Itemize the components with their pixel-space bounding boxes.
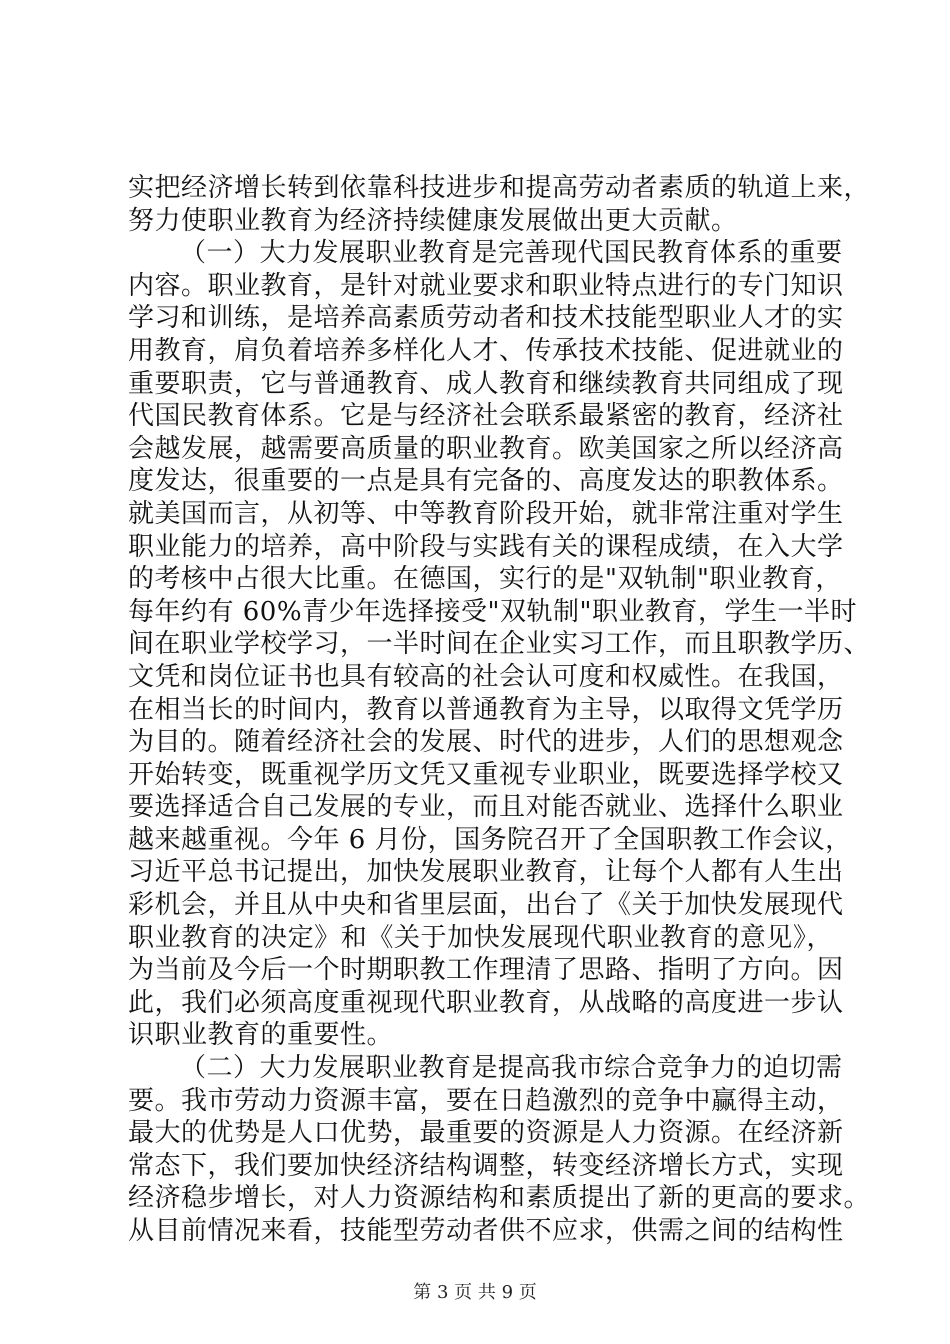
page-footer: 第 3 页 共 9 页 [413,1282,537,1303]
text-line: 要。我市劳动力资源丰富，要在日趋激烈的竞争中赢得主动， [128,1085,844,1116]
text-line: 在相当长的时间内，教育以普通教育为主导，以取得文凭学历 [128,694,844,725]
text-line: 此，我们必须高度重视现代职业教育，从战略的高度进一步认 [128,987,844,1018]
text-line: 度发达，很重要的一点是具有完备的、高度发达的职教体系。 [128,466,844,497]
text-line: 用教育，肩负着培养多样化人才、传承技术技能、促进就业的 [128,335,844,366]
text-line: 代国民教育体系。它是与经济社会联系最紧密的教育，经济社 [128,401,844,432]
text-line: 为目的。随着经济社会的发展、时代的进步，人们的思想观念 [128,727,844,758]
text-line: 实把经济增长转到依靠科技进步和提高劳动者素质的轨道上来， [128,173,871,203]
text-line: 彩机会，并且从中央和省里层面，出台了《关于加快发展现代 [128,890,844,921]
text-line: 常态下，我们要加快经济结构调整，转变经济增长方式，实现 [128,1150,844,1181]
text-line: 内容。职业教育，是针对就业要求和职业特点进行的专门知识 [128,270,844,301]
text-line: （一）大力发展职业教育是完善现代国民教育体系的重要 [180,238,843,269]
text-line: 文凭和岗位证书也具有较高的社会认可度和权威性。在我国， [128,661,844,692]
text-line: 就美国而言，从初等、中等教育阶段开始，就非常注重对学生 [128,498,844,529]
text-line: 学习和训练，是培养高素质劳动者和技术技能型职业人才的实 [128,303,844,334]
document-body [128,172,871,1248]
text-line: 职业能力的培养，高中阶段与实践有关的课程成绩，在入大学 [128,531,844,562]
text-line: 越来越重视。今年 6 月份，国务院召开了全国职教工作会议， [128,824,852,855]
text-line: 职业教育的决定》和《关于加快发展现代职业教育的意见》， [128,922,833,953]
text-line: 最大的优势是人口优势，最重要的资源是人力资源。在经济新 [128,1118,844,1149]
text-line: 每年约有 60%青少年选择接受"双轨制"职业教育，学生一半时 [128,596,857,627]
text-line: 经济稳步增长，对人力资源结构和素质提出了新的更高的要求。 [128,1183,871,1214]
text-line: 间在职业学校学习，一半时间在企业实习工作，而且职教学历、 [128,629,871,660]
text-line: 习近平总书记提出，加快发展职业教育，让每个人都有人生出 [128,857,844,888]
text-line: 要选择适合自己发展的专业，而且对能否就业、选择什么职业 [128,792,844,823]
text-line: （二）大力发展职业教育是提高我市综合竞争力的迫切需 [180,1053,843,1084]
text-line: 会越发展，越需要高质量的职业教育。欧美国家之所以经济高 [128,433,844,464]
text-line: 识职业教育的重要性。 [128,1020,394,1051]
text-line: 的考核中占很大比重。在德国，实行的是"双轨制"职业教育， [128,564,842,595]
text-line: 为当前及今后一个时期职教工作理清了思路、指明了方向。因 [128,955,844,986]
text-line: 重要职责，它与普通教育、成人教育和继续教育共同组成了现 [128,368,844,399]
text-line: 开始转变，既重视学历文凭又重视专业职业，既要选择学校又 [128,759,844,790]
text-line: 努力使职业教育为经济持续健康发展做出更大贡献。 [128,205,738,236]
text-line: 从目前情况来看，技能型劳动者供不应求，供需之间的结构性 [128,1216,844,1246]
